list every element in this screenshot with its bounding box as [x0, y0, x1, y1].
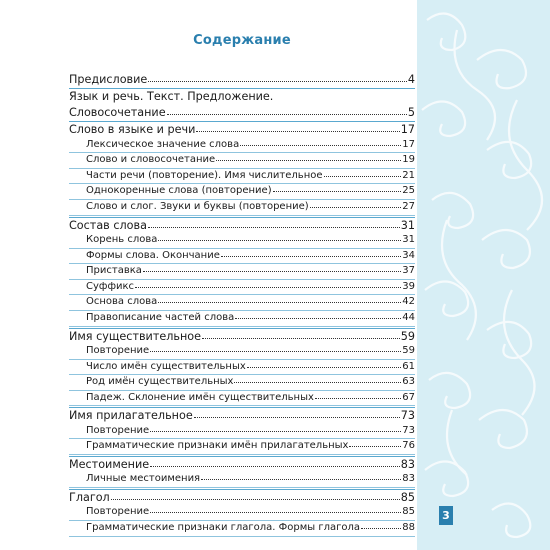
entry-title: Число имён существительных — [86, 360, 246, 372]
entry-title: Повторение — [86, 424, 150, 436]
leader-dots — [158, 232, 401, 241]
toc-entry[interactable] — [69, 169, 415, 185]
leader-dots — [148, 219, 400, 228]
entry-page: 76 — [402, 440, 415, 452]
toc-entry[interactable] — [69, 505, 415, 521]
leader-dots — [201, 471, 401, 480]
entry-page: 31 — [402, 234, 415, 245]
entry-title: Основа слова — [86, 296, 158, 308]
chapter-page: 4 — [407, 73, 415, 86]
leader-dots — [235, 310, 401, 319]
swirl-pattern-icon — [417, 0, 550, 550]
page-title: Содержание — [193, 33, 291, 48]
entry-title: Повторение — [86, 506, 150, 518]
chapter-title: Глагол — [69, 490, 110, 504]
chapter-page: 83 — [400, 457, 415, 471]
entry-title: Корень слова — [86, 234, 158, 245]
decorative-side-band — [417, 0, 550, 550]
toc-entry[interactable] — [69, 521, 415, 537]
chapter-title-line: Язык и речь. Текст. Предложение. — [69, 90, 274, 104]
entry-page: 67 — [402, 391, 415, 403]
toc-section — [69, 407, 415, 456]
leader-dots — [148, 73, 407, 82]
toc-entry[interactable] — [69, 200, 415, 216]
leader-dots — [111, 491, 400, 500]
leader-dots — [234, 374, 401, 383]
entry-title: Формы слова. Окончание — [86, 249, 220, 261]
leader-dots — [150, 458, 400, 467]
toc-entry[interactable] — [69, 344, 415, 360]
leader-dots — [202, 330, 400, 339]
leader-dots — [361, 520, 401, 529]
toc-entry[interactable] — [69, 233, 415, 249]
toc-section — [69, 217, 415, 328]
entry-page: 19 — [402, 154, 415, 166]
toc-chapter[interactable] — [69, 457, 415, 472]
page-number-badge: 3 — [439, 506, 453, 525]
toc-entry[interactable] — [69, 153, 415, 169]
leader-dots — [324, 168, 402, 177]
entry-title: Части речи (повторение). Имя числительное — [86, 169, 323, 181]
chapter-page: 59 — [400, 329, 415, 343]
entry-title: Слово и слог. Звуки и буквы (повторение) — [86, 201, 309, 212]
leader-dots — [135, 279, 401, 288]
entry-page: 83 — [402, 473, 415, 485]
leader-dots — [216, 152, 401, 161]
toc-section — [69, 88, 415, 121]
toc-entry[interactable] — [69, 424, 415, 440]
toc-entry[interactable] — [69, 184, 415, 200]
entry-title: Суффикс — [86, 280, 135, 292]
toc-entry[interactable] — [69, 138, 415, 154]
chapter-title: Предисловие — [69, 73, 148, 86]
chapter-page: 85 — [400, 490, 415, 504]
entry-title: Слово и словосочетание — [86, 154, 216, 166]
leader-dots — [349, 438, 401, 447]
toc-entry[interactable] — [69, 439, 415, 455]
leader-dots — [315, 390, 401, 399]
leader-dots — [143, 263, 401, 272]
entry-title: Однокоренные слова (повторение) — [86, 185, 272, 197]
entry-title: Род имён существительных — [86, 376, 234, 388]
entry-page: 17 — [402, 138, 415, 150]
entry-page: 34 — [402, 249, 415, 261]
entry-title: Лексическое значение слова — [86, 138, 240, 150]
leader-dots — [273, 183, 402, 192]
leader-dots — [150, 504, 401, 513]
entry-page: 73 — [402, 424, 415, 436]
chapter-title: Словосочетание — [69, 105, 166, 119]
leader-dots — [240, 137, 401, 146]
toc-chapter[interactable] — [69, 218, 415, 233]
entry-page: 27 — [402, 201, 415, 212]
entry-title: Грамматические признаки имён прилагательных — [86, 440, 349, 452]
entry-page: 88 — [402, 521, 415, 533]
chapter-title: Имя прилагательное — [69, 409, 193, 423]
entry-page: 44 — [402, 311, 415, 323]
leader-dots — [310, 199, 402, 208]
entry-page: 37 — [402, 265, 415, 277]
entry-title: Приставка — [86, 265, 142, 277]
entry-title: Повторение — [86, 344, 150, 356]
chapter-page: 31 — [400, 218, 415, 232]
toc-section — [69, 72, 415, 88]
chapter-page: 5 — [407, 105, 415, 119]
chapter-page: 17 — [400, 123, 415, 137]
toc-section — [69, 121, 415, 216]
chapter-title: Местоимение — [69, 457, 150, 471]
toc-chapter[interactable] — [69, 105, 415, 120]
entry-page: 42 — [402, 296, 415, 308]
toc-entry[interactable] — [69, 391, 415, 407]
toc-section — [69, 489, 415, 538]
toc-chapter[interactable] — [69, 122, 415, 137]
toc-section — [69, 328, 415, 408]
chapter-title: Имя существительное — [69, 329, 202, 343]
toc-entry[interactable] — [69, 360, 415, 376]
entry-title: Падеж. Склонение имён существительных — [86, 391, 314, 403]
entry-page: 39 — [402, 280, 415, 292]
leader-dots — [194, 409, 400, 418]
leader-dots — [247, 359, 401, 368]
entry-page: 21 — [402, 169, 415, 181]
entry-page: 85 — [402, 506, 415, 518]
leader-dots — [167, 106, 407, 115]
leader-dots — [150, 343, 401, 352]
chapter-title: Состав слова — [69, 218, 147, 232]
entry-page: 61 — [402, 360, 415, 372]
toc-entry[interactable] — [69, 295, 415, 311]
toc-entry[interactable] — [69, 311, 415, 327]
chapter-page: 73 — [400, 409, 415, 423]
toc-entry[interactable] — [69, 280, 415, 296]
toc-chapter[interactable] — [69, 329, 415, 344]
leader-dots — [158, 294, 401, 303]
entry-page: 59 — [402, 344, 415, 356]
leader-dots — [150, 423, 401, 432]
entry-title: Грамматические признаки глагола. Формы глагола — [86, 521, 361, 533]
chapter-title: Слово в языке и речи — [69, 123, 196, 137]
leader-dots — [221, 248, 401, 257]
entry-title: Правописание частей слова — [86, 311, 235, 323]
toc-chapter[interactable] — [69, 408, 415, 423]
entry-title: Личные местоимения — [86, 473, 201, 485]
toc-entry[interactable] — [69, 472, 415, 488]
toc-entry[interactable] — [69, 264, 415, 280]
toc-entry[interactable] — [69, 375, 415, 391]
entry-page: 25 — [402, 185, 415, 197]
toc-section — [69, 456, 415, 489]
toc-chapter[interactable] — [69, 490, 415, 505]
table-of-contents — [69, 72, 415, 538]
entry-page: 63 — [402, 376, 415, 388]
toc-entry[interactable] — [69, 249, 415, 265]
toc-chapter[interactable] — [69, 72, 415, 87]
leader-dots — [196, 123, 399, 132]
